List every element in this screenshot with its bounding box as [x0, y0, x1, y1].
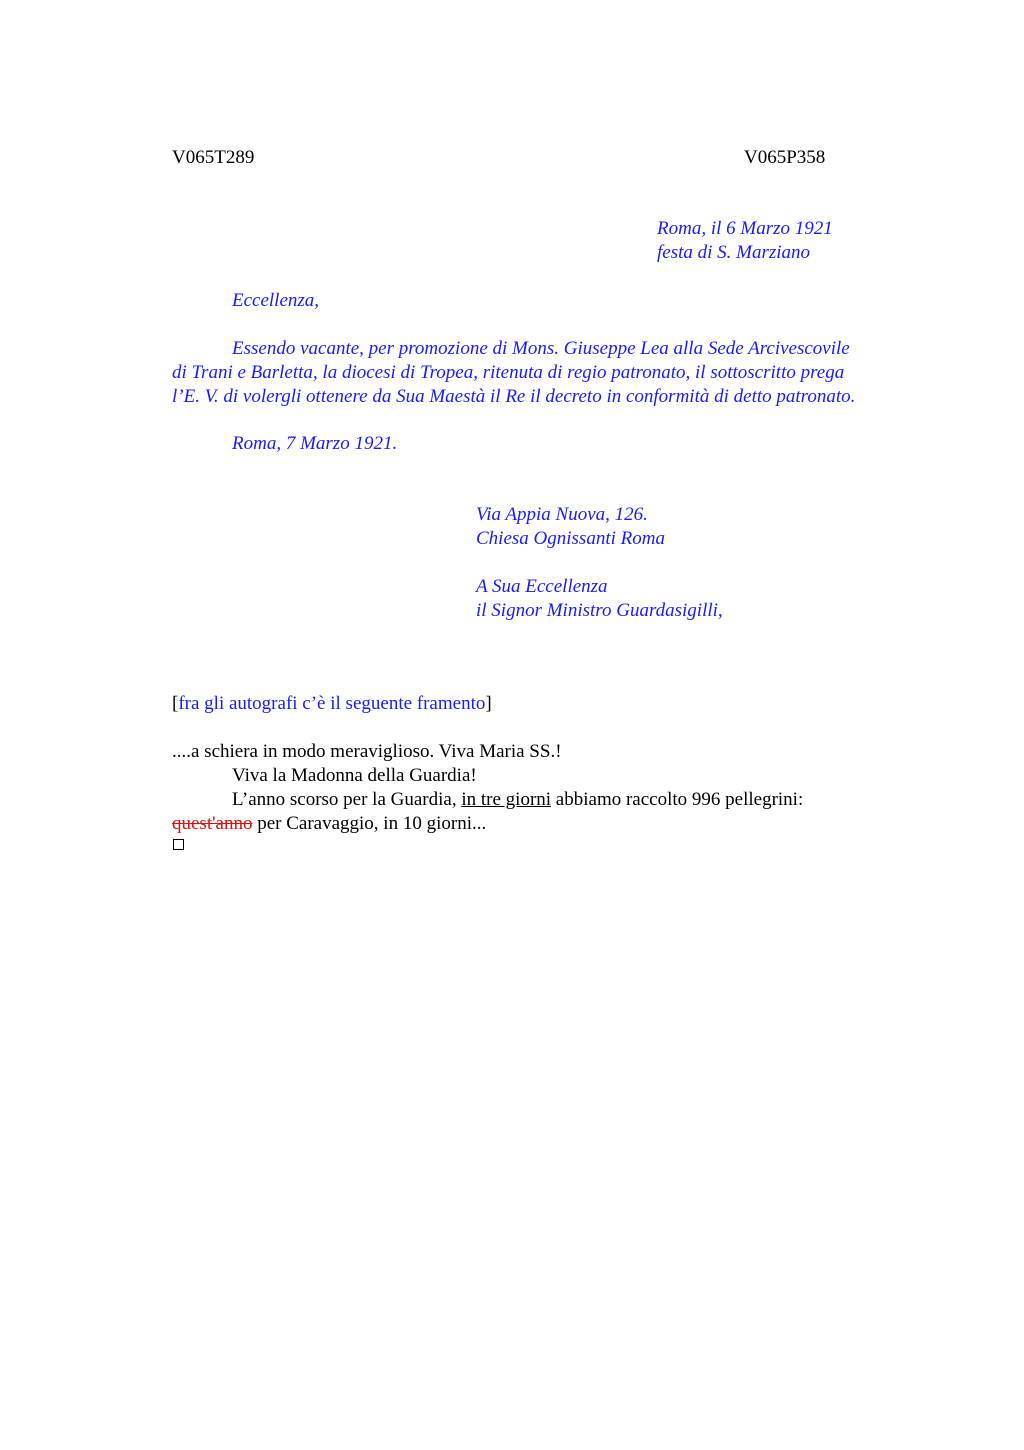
fragment-line — [172, 788, 932, 812]
fragment-struck-text: quest'anno — [172, 813, 253, 834]
recipient-line: A Sua Eccellenza — [476, 576, 608, 597]
letter-body-line: Essendo vacante, per promozione di Mons. Giuseppe Lea alla Sede Arcivescovile — [232, 338, 850, 359]
recipient-line: il Signor Ministro Guardasigilli, — [476, 600, 723, 621]
letter-date-block — [657, 217, 833, 265]
fragment-text: L’anno scorso per la Guardia, — [232, 789, 462, 810]
fragment-line: Viva la Madonna della Guardia! — [232, 765, 477, 786]
document-code-left: V065T289 — [172, 147, 255, 168]
editorial-note — [172, 692, 492, 716]
sender-address-line: Chiesa Ognissanti Roma — [476, 528, 665, 549]
document-code-right: V065P358 — [744, 147, 826, 168]
note-text: fra gli autografi c’è il seguente framento — [178, 693, 486, 714]
letter-body-line: di Trani e Barletta, la diocesi di Tropea, ritenuta di regio patronato, il sottoscritto prega — [172, 362, 845, 383]
letter-body-line: l’E. V. di volergli ottenere da Sua Maestà il Re il decreto in conformità di detto patronato. — [172, 386, 856, 407]
note-open-bracket: [ — [172, 693, 179, 714]
letter-body — [172, 337, 932, 409]
fragment-text: abbiamo raccolto 996 pellegrini: — [551, 789, 804, 810]
note-close-bracket: ] — [485, 693, 492, 714]
letter-feast-day: festa di S. Marziano — [657, 242, 811, 263]
fragment-text: per Caravaggio, in 10 giorni... — [252, 813, 487, 834]
empty-box-glyph — [173, 839, 184, 850]
letter-date: Roma, il 6 Marzo 1921 — [657, 218, 833, 239]
autograph-fragment — [172, 740, 932, 836]
letter-closing-date: Roma, 7 Marzo 1921. — [232, 433, 398, 454]
fragment-line — [172, 812, 932, 836]
sender-address — [476, 503, 665, 551]
fragment-line: ....a schiera in modo meraviglioso. Viva Maria SS.! — [172, 741, 562, 762]
sender-address-line: Via Appia Nuova, 126. — [476, 504, 648, 525]
letter-salutation: Eccellenza, — [232, 290, 320, 311]
recipient-address — [476, 575, 723, 623]
fragment-underlined-text: in tre giorni — [461, 789, 552, 810]
